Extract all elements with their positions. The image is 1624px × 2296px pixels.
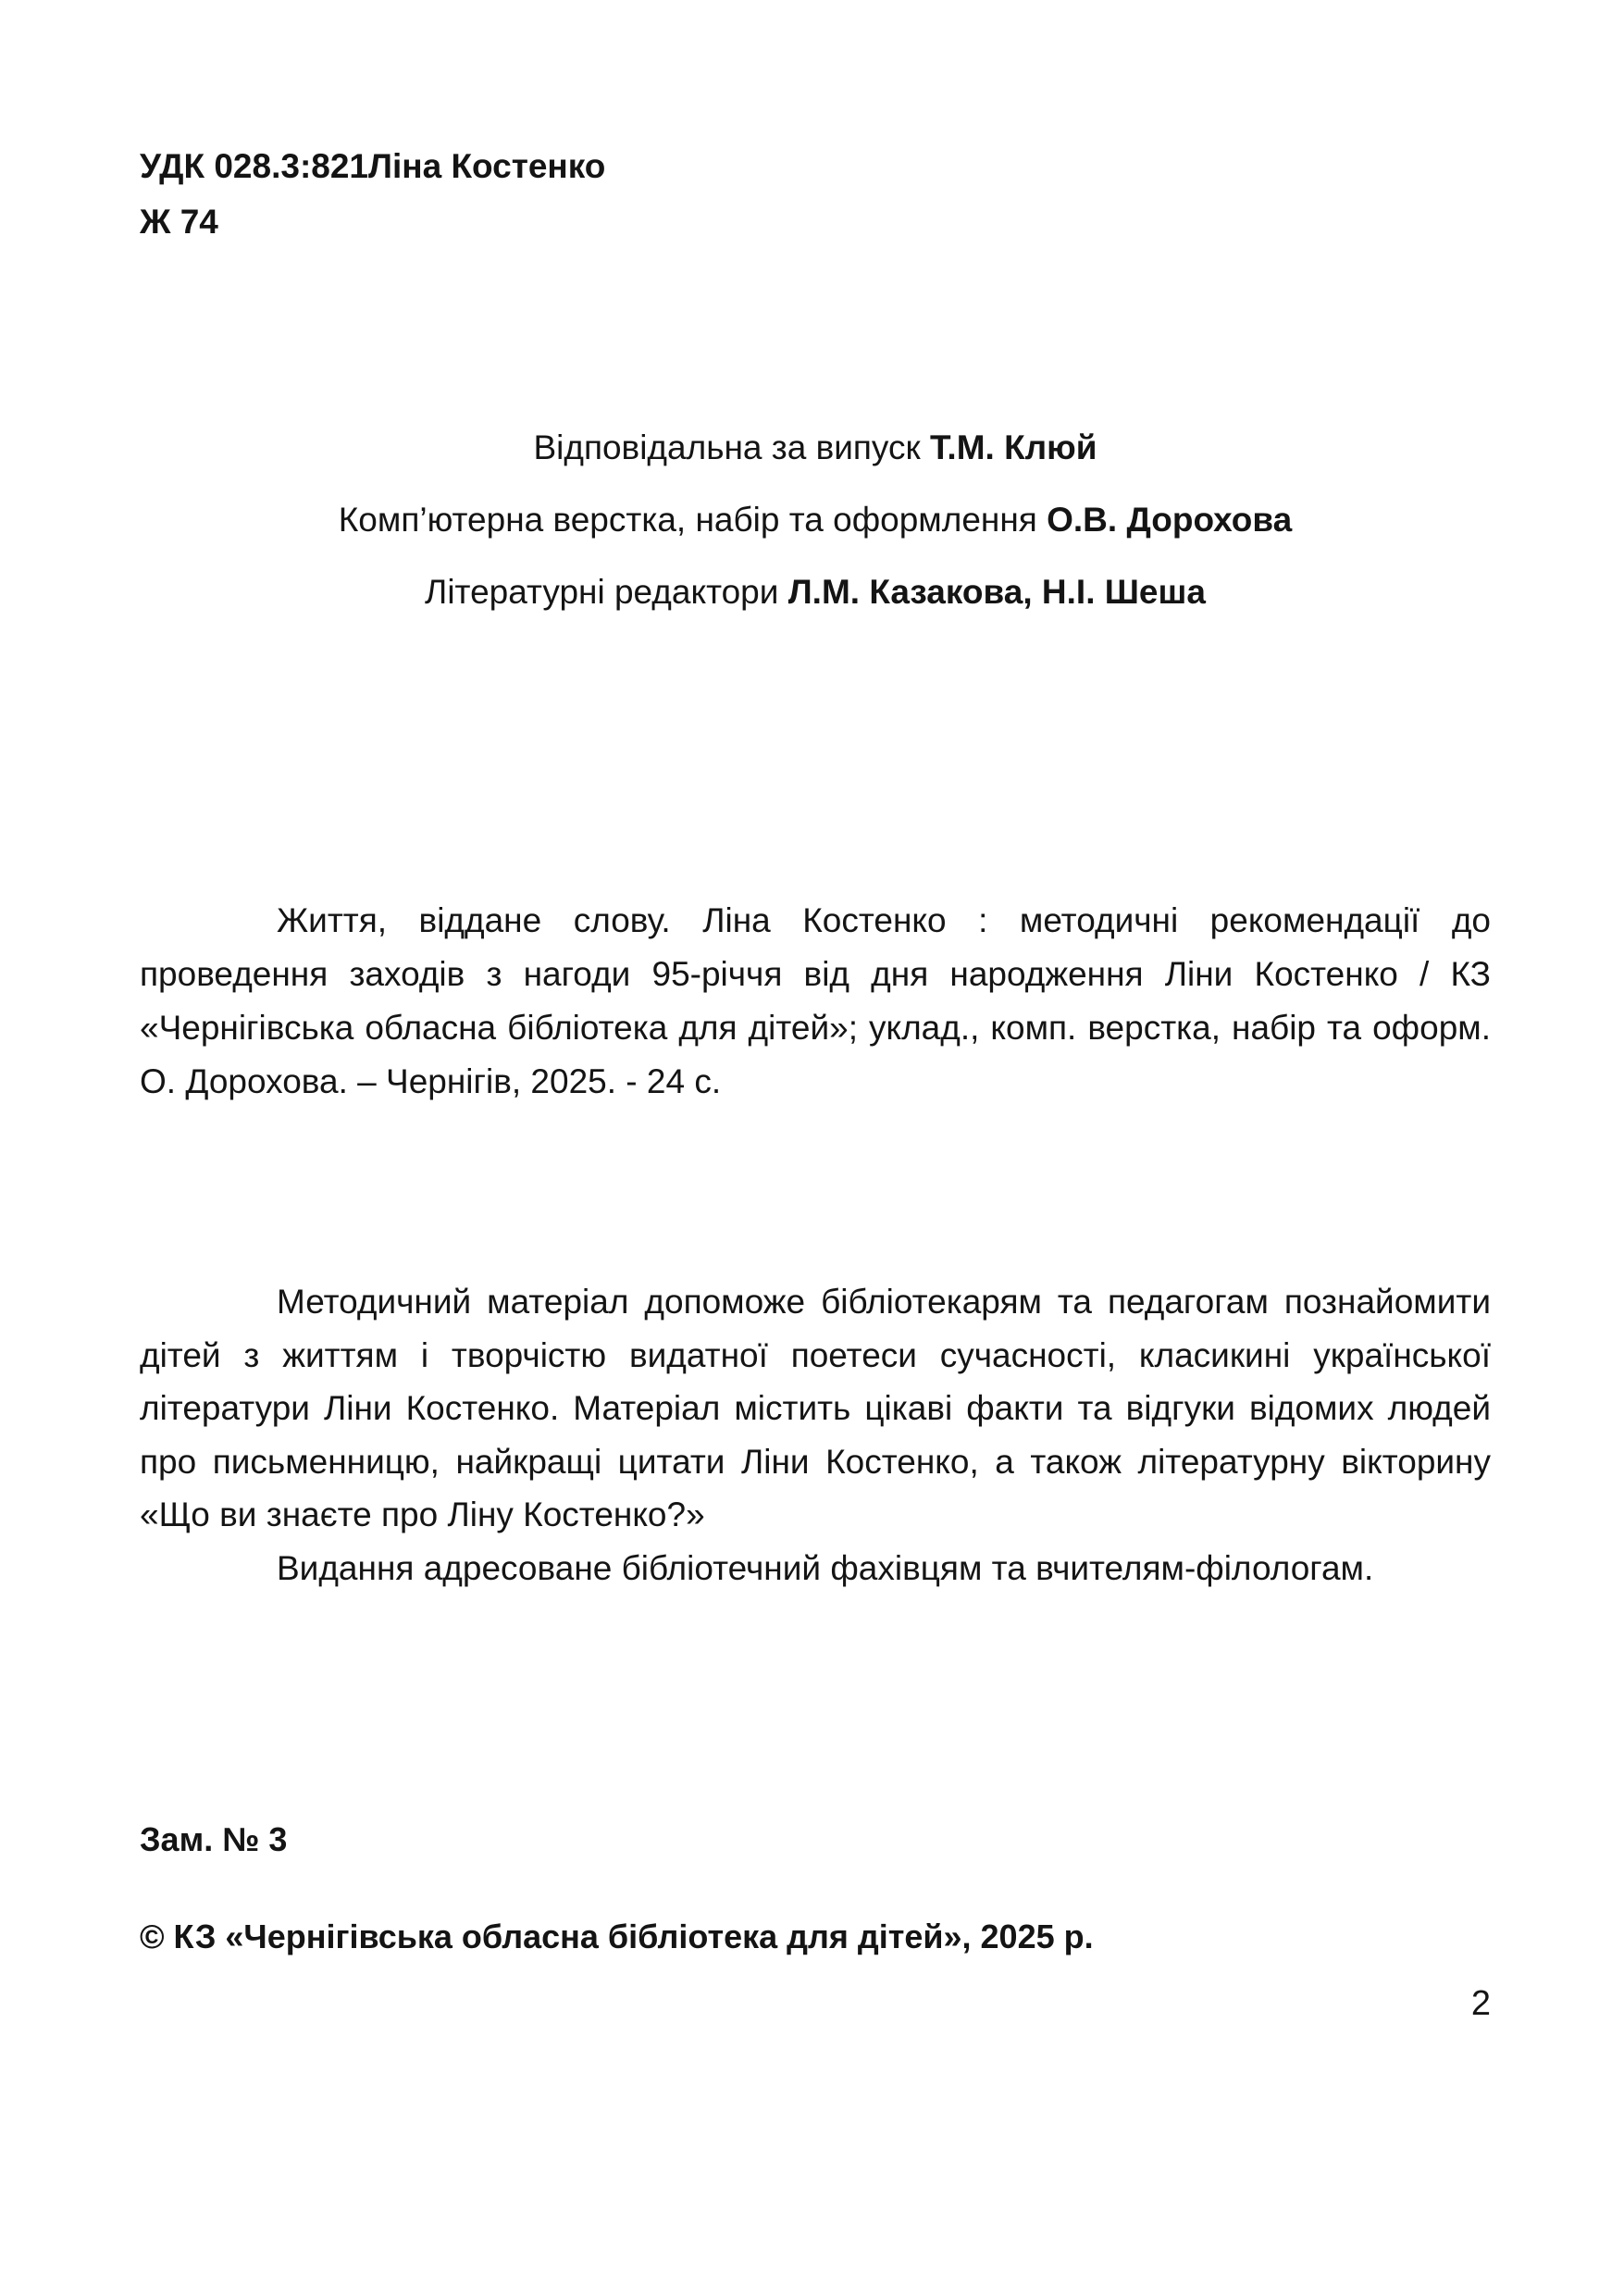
credit-role: Комп’ютерна верстка, набір та оформлення (338, 501, 1037, 539)
author-sign-code: Ж 74 (140, 203, 218, 241)
page-number: 2 (1470, 1984, 1491, 2023)
credit-role: Відповідальна за випуск (533, 428, 921, 466)
bibliographic-entry-block (140, 894, 1491, 1109)
description-paragraph: Методичний матеріал допоможе бібліотекарям та педагогам познайомити дітей з життям і творчістю видатної поетеси сучасності, класикині української літератури Ліни Костенко. Матеріал містить цікаві факти та відгуки відомих людей про письменницю, найкращі цитати Ліни Костенко, а також літературну вікторину «Що ви знаєте про Ліну Костенко?» (140, 1283, 1491, 1533)
credit-line-editors (140, 556, 1491, 628)
description-block (140, 1275, 1491, 1595)
audience-paragraph: Видання адресоване бібліотечний фахівцям та вчителям-філологам. (277, 1548, 1374, 1587)
copyright-line: © КЗ «Чернігівська обласна бібліотека для дітей», 2025 р. (140, 1917, 1094, 1955)
credit-line-responsible (140, 412, 1491, 484)
credit-names: Т.М. Клюй (930, 428, 1097, 466)
credit-role: Літературні редактори (425, 573, 779, 611)
credit-names: Л.М. Казакова, Н.І. Шеша (787, 573, 1206, 611)
order-number: Зам. № 3 (140, 1820, 288, 1858)
bibliographic-entry: Життя, віддане слову. Ліна Костенко : методичні рекомендації до проведення заходів з нагоди 95-річчя від дня народження Ліни Костенко / КЗ «Чернігівська обласна бібліотека для дітей»; уклад., комп. верстка, набір та оформ. О. Дорохова. – Чернігів, 2025. - 24 с. (140, 901, 1491, 1100)
udk-block (140, 139, 1491, 250)
udk-classification: УДК 028.3:821Ліна Костенко (140, 147, 606, 185)
credit-names: О.В. Дорохова (1047, 501, 1293, 539)
credits-block (140, 412, 1491, 628)
credit-line-layout (140, 484, 1491, 556)
